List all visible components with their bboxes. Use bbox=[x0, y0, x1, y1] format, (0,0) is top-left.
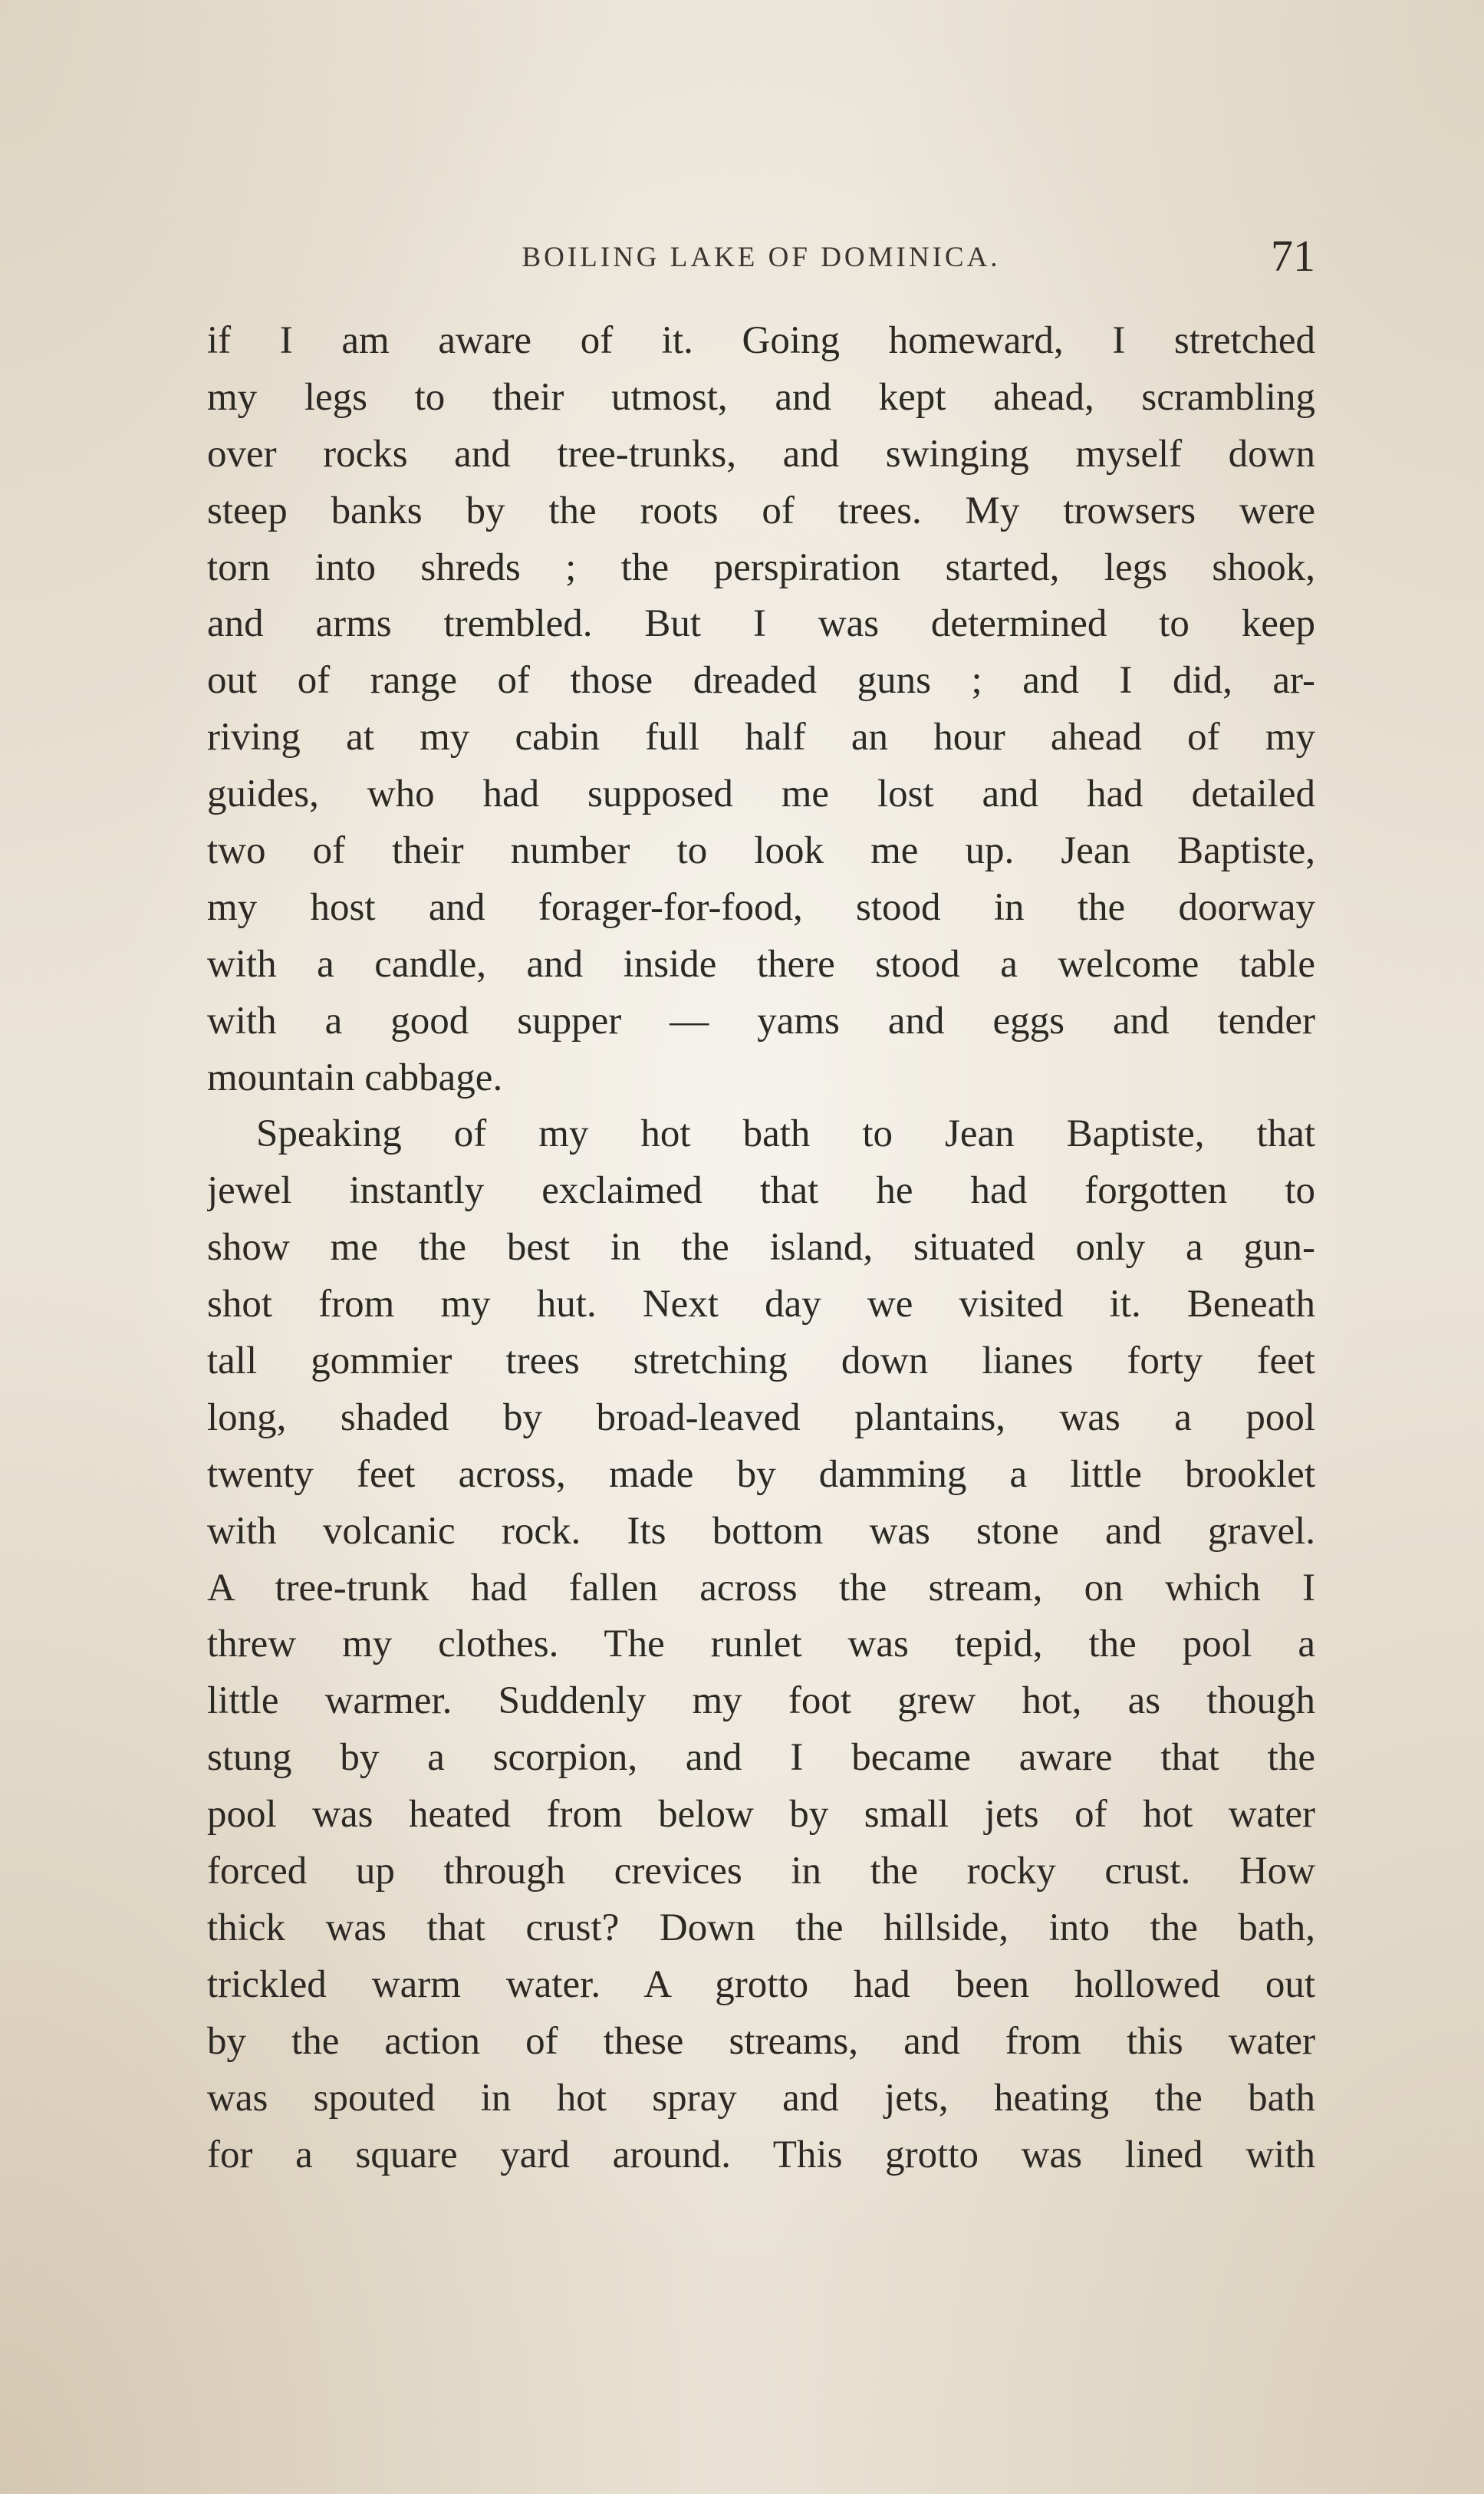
text-line: with a candle, and inside there stood a welcome table bbox=[207, 942, 1315, 986]
text-line: twenty feet across, made by damming a little brooklet bbox=[207, 1452, 1315, 1496]
text-line: stung by a scorpion, and I became aware that the bbox=[207, 1736, 1315, 1780]
paragraph-start-line: Speaking of my hot bath to Jean Baptiste, that bbox=[256, 1112, 1315, 1156]
text-line: A tree-trunk had fallen across the stream, on which I bbox=[207, 1566, 1315, 1609]
paragraph-end-line: mountain cabbage. bbox=[207, 1056, 503, 1099]
text-line: little warmer. Suddenly my foot grew hot, as though bbox=[207, 1679, 1315, 1723]
text-line: for a square yard around. This grotto was lined with bbox=[207, 2133, 1315, 2176]
text-line: by the action of these streams, and from this water bbox=[207, 2019, 1315, 2063]
text-line: two of their number to look me up. Jean Baptiste, bbox=[207, 829, 1315, 873]
text-line: riving at my cabin full half an hour ahead of my bbox=[207, 716, 1315, 759]
text-line: my host and forager-for-food, stood in the doorway bbox=[207, 885, 1315, 929]
text-line: out of range of those dreaded guns ; and I did, ar- bbox=[207, 659, 1315, 703]
text-line: jewel instantly exclaimed that he had forgotten to bbox=[207, 1169, 1315, 1213]
text-line: torn into shreds ; the perspiration started, legs shook, bbox=[207, 545, 1315, 589]
text-line: if I am aware of it. Going homeward, I stretched bbox=[207, 319, 1315, 362]
text-line: over rocks and tree-trunks, and swinging myself down bbox=[207, 432, 1315, 476]
text-line: threw my clothes. The runlet was tepid, the pool a bbox=[207, 1623, 1315, 1666]
text-line: guides, who had supposed me lost and had detailed bbox=[207, 773, 1315, 816]
text-line: pool was heated from below by small jets of hot water bbox=[207, 1793, 1315, 1837]
text-line: steep banks by the roots of trees. My trowsers were bbox=[207, 489, 1315, 532]
text-line: shot from my hut. Next day we visited it. Beneath bbox=[207, 1283, 1315, 1326]
text-line: and arms trembled. But I was determined to keep bbox=[207, 602, 1315, 646]
text-line: with volcanic rock. Its bottom was stone and gravel. bbox=[207, 1509, 1315, 1553]
text-line: thick was that crust? Down the hillside, into the bath, bbox=[207, 1906, 1315, 1949]
text-line: forced up through crevices in the rocky crust. How bbox=[207, 1850, 1315, 1893]
body-text bbox=[207, 313, 1315, 2183]
text-line: long, shaded by broad-leaved plantains, was a pool bbox=[207, 1395, 1315, 1439]
running-title: BOILING LAKE OF DOMINICA. bbox=[522, 242, 1001, 273]
page-header bbox=[207, 230, 1315, 292]
text-line: with a good supper — yams and eggs and tender bbox=[207, 999, 1315, 1043]
page-number: 71 bbox=[1271, 231, 1315, 281]
text-line: trickled warm water. A grotto had been hollowed out bbox=[207, 1962, 1315, 2006]
text-line: was spouted in hot spray and jets, heating the bath bbox=[207, 2076, 1315, 2120]
text-line: tall gommier trees stretching down lianes forty feet bbox=[207, 1339, 1315, 1383]
text-line: show me the best in the island, situated only a gun- bbox=[207, 1226, 1315, 1270]
text-line: my legs to their utmost, and kept ahead, scrambling bbox=[207, 375, 1315, 419]
